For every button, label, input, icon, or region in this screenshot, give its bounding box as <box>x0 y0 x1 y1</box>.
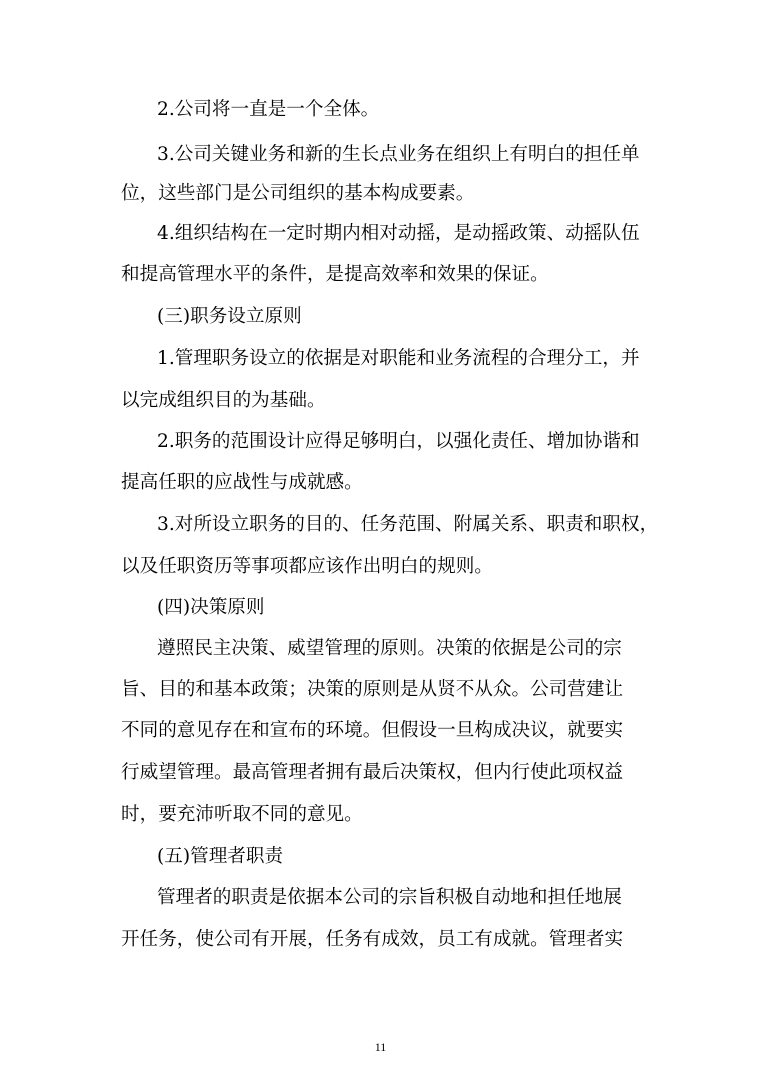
text-line-18: 时，要充沛听取不同的意见。 <box>121 804 363 825</box>
section-heading-5: (五)管理者职责 <box>157 846 284 867</box>
page-number: 11 <box>374 1040 387 1054</box>
text-line-8: 以完成组织目的为基础。 <box>121 390 326 411</box>
text-line-1: 2.公司将一直是一个全体。 <box>157 99 380 120</box>
section-heading-4: (四)决策原则 <box>157 597 265 618</box>
text-line-15: 旨、目的和基本政策；决策的原则是从贤不从众。公司营建让 <box>121 679 624 700</box>
text-line-9: 2.职务的范围设计应得足够明白，以强化责任、增加协谐和 <box>157 431 640 452</box>
text-line-7: 1.管理职务设立的依据是对职能和业务流程的合理分工，并 <box>157 348 640 369</box>
text-line-16: 不同的意见存在和宣布的环境。但假设一旦构成决议，就要实 <box>121 720 624 741</box>
section-heading-3: (三)职务设立原则 <box>157 306 302 327</box>
text-line-5: 和提高管理水平的条件，是提高效率和效果的保证。 <box>121 264 549 285</box>
text-line-20: 管理者的职责是依据本公司的宗旨积极自动地和担任地展 <box>157 887 622 908</box>
text-line-3: 位，这些部门是公司组织的基本构成要素。 <box>121 183 475 204</box>
text-line-14: 遵照民主决策、威望管理的原则。决策的依据是公司的宗 <box>157 638 622 659</box>
text-line-4: 4.组织结构在一定时期内相对动摇，是动摇政策、动摇队伍 <box>157 223 640 244</box>
text-line-21: 开任务，使公司有开展，任务有成效，员工有成就。管理者实 <box>121 929 624 950</box>
text-line-17: 行威望管理。最高管理者拥有最后决策权，但内行使此项权益 <box>121 762 624 783</box>
text-line-12: 以及任职资历等事项都应该作出明白的规则。 <box>121 556 493 577</box>
text-line-2: 3.公司关键业务和新的生长点业务在组织上有明白的担任单 <box>157 144 640 165</box>
text-line-11: 3.对所设立职务的目的、任务范围、附属关系、职责和职权， <box>157 514 659 535</box>
text-line-10: 提高任职的应战性与成就感。 <box>121 472 363 493</box>
